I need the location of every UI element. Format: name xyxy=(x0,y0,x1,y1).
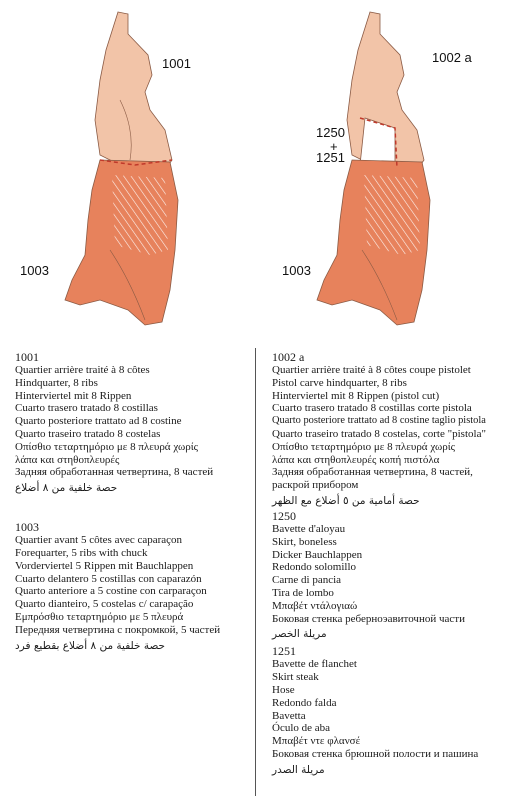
description-line: Οπίσθιο τεταρτημόριο με 8 πλευρά χωρίς xyxy=(15,440,199,453)
description-line: Bavette de flanchet xyxy=(272,658,357,671)
cut-1250-block xyxy=(272,509,508,640)
description-line: Quarto posteriore trattato ad 8 costine taglio pistola xyxy=(272,415,486,427)
description-line: Hinterviertel mit 8 Rippen xyxy=(15,389,132,402)
description-line: Dicker Bauchlappen xyxy=(272,548,363,561)
description-line: λάπα και στηθοπλευρές κοπή πιστόλα xyxy=(272,453,440,466)
description-line: λάπα και στηθοπλευρές xyxy=(15,453,120,466)
left-rib-area xyxy=(112,175,168,255)
cut-code: 1002 a xyxy=(272,350,305,364)
label-plus: + xyxy=(330,139,338,154)
description-line: Bavette d'aloyau xyxy=(272,522,346,535)
description-line: Forequarter, 5 ribs with chuck xyxy=(15,546,148,559)
arabic-description: حصة خلفية من ٨ أضلاع xyxy=(15,482,118,495)
description-line: Quartier avant 5 côtes avec caparaçon xyxy=(15,534,183,547)
label-1002a: 1002 a xyxy=(432,50,472,65)
description-line: Cuarto trasero tratado 8 costillas corte pistola xyxy=(272,402,472,415)
arabic-description: حصة أمامية من ٥ أضلاع مع الظهر xyxy=(272,494,420,507)
description-line: Передняя четвертина с покромкой, 5 частей xyxy=(15,623,221,636)
label-1251: 1251 xyxy=(316,150,345,165)
label-1001: 1001 xyxy=(162,56,191,71)
description-line: Redondo solomillo xyxy=(272,561,357,574)
description-line: Tira de lombo xyxy=(272,586,334,599)
description-line: Bavetta xyxy=(272,709,306,722)
description-line: Skirt steak xyxy=(272,671,319,684)
right-carcass-diagram xyxy=(317,12,430,325)
cut-code: 1003 xyxy=(15,520,39,535)
arabic-description: مريلة الخصر xyxy=(272,628,327,641)
cut-code: 1001 xyxy=(15,350,39,364)
description-line: Οπίσθιο τεταρτημόριο με 8 πλευρά χωρίς xyxy=(272,440,456,453)
cut-1003-block xyxy=(15,520,255,651)
description-line: раскрой прибором xyxy=(272,479,359,492)
description-line: Quarto posteriore trattato ad 8 costine xyxy=(15,415,182,428)
cut-code: 1250 xyxy=(272,508,296,523)
description-line: Боковая стенка брюшной полости и пашина xyxy=(272,747,479,760)
description-line: Задняя обработанная четвертина, 8 частей, xyxy=(272,466,473,479)
description-line: Skirt, boneless xyxy=(272,535,337,548)
arabic-description: حصة خلفية من ٨ أضلاع بقطيع فرد xyxy=(15,639,166,652)
cut-1251-block xyxy=(272,644,508,775)
left-column xyxy=(15,350,255,654)
right-rib-area xyxy=(364,175,420,255)
arabic-description: مريلة الصدر xyxy=(272,763,325,776)
description-line: Μπαβέτ ντε φλανσέ xyxy=(272,735,361,748)
description-line: Quarto dianteiro, 5 costelas c/ carapação xyxy=(15,598,194,611)
description-line: Vorderviertel 5 Rippen mit Bauchlappen xyxy=(15,559,194,572)
description-line: Pistol carve hindquarter, 8 ribs xyxy=(272,376,407,389)
cut-1001-block xyxy=(15,350,255,494)
description-line: Carne di pancia xyxy=(272,574,342,587)
description-line: Задняя обработанная четвертина, 8 частей xyxy=(15,466,214,479)
description-line: Hinterviertel mit 8 Rippen (pistol cut) xyxy=(272,389,440,402)
description-line: Quartier arrière traité à 8 côtes coupe pistolet xyxy=(272,364,471,376)
description-line: Εμπρόσθιο τεταρτημόριο με 5 πλευρά xyxy=(15,610,184,623)
carcass-diagrams xyxy=(0,0,512,345)
description-line: Боковая стенка реберноэавиточной части xyxy=(272,612,465,625)
label-1003-left: 1003 xyxy=(20,263,49,278)
description-line: Óculo de aba xyxy=(272,722,331,735)
description-line: Cuarto trasero tratado 8 costillas xyxy=(15,402,158,415)
left-hindquarter-shape xyxy=(95,12,172,170)
label-1003-right: 1003 xyxy=(282,263,311,278)
cut-code: 1251 xyxy=(272,644,296,659)
description-line: Μπαβέτ ντάλογιαώ xyxy=(272,599,358,612)
description-line: Hose xyxy=(272,683,295,696)
description-line: Redondo falda xyxy=(272,696,337,709)
right-column xyxy=(272,350,508,778)
label-1250: 1250 xyxy=(316,125,345,140)
description-line: Quarto traseiro tratado 8 costelas xyxy=(15,427,161,440)
description-line: Hindquarter, 8 ribs xyxy=(15,376,98,389)
description-line: Quartier arrière traité à 8 côtes xyxy=(15,364,150,376)
cut-1002a-block xyxy=(272,350,508,507)
description-line: Quarto anteriore a 5 costine con carparaçon xyxy=(15,585,207,598)
description-line: Quarto traseiro tratado 8 costelas, corte "pistola" xyxy=(272,427,486,440)
description-line: Cuarto delantero 5 costillas con caparazón xyxy=(15,572,202,585)
column-divider xyxy=(255,348,256,796)
